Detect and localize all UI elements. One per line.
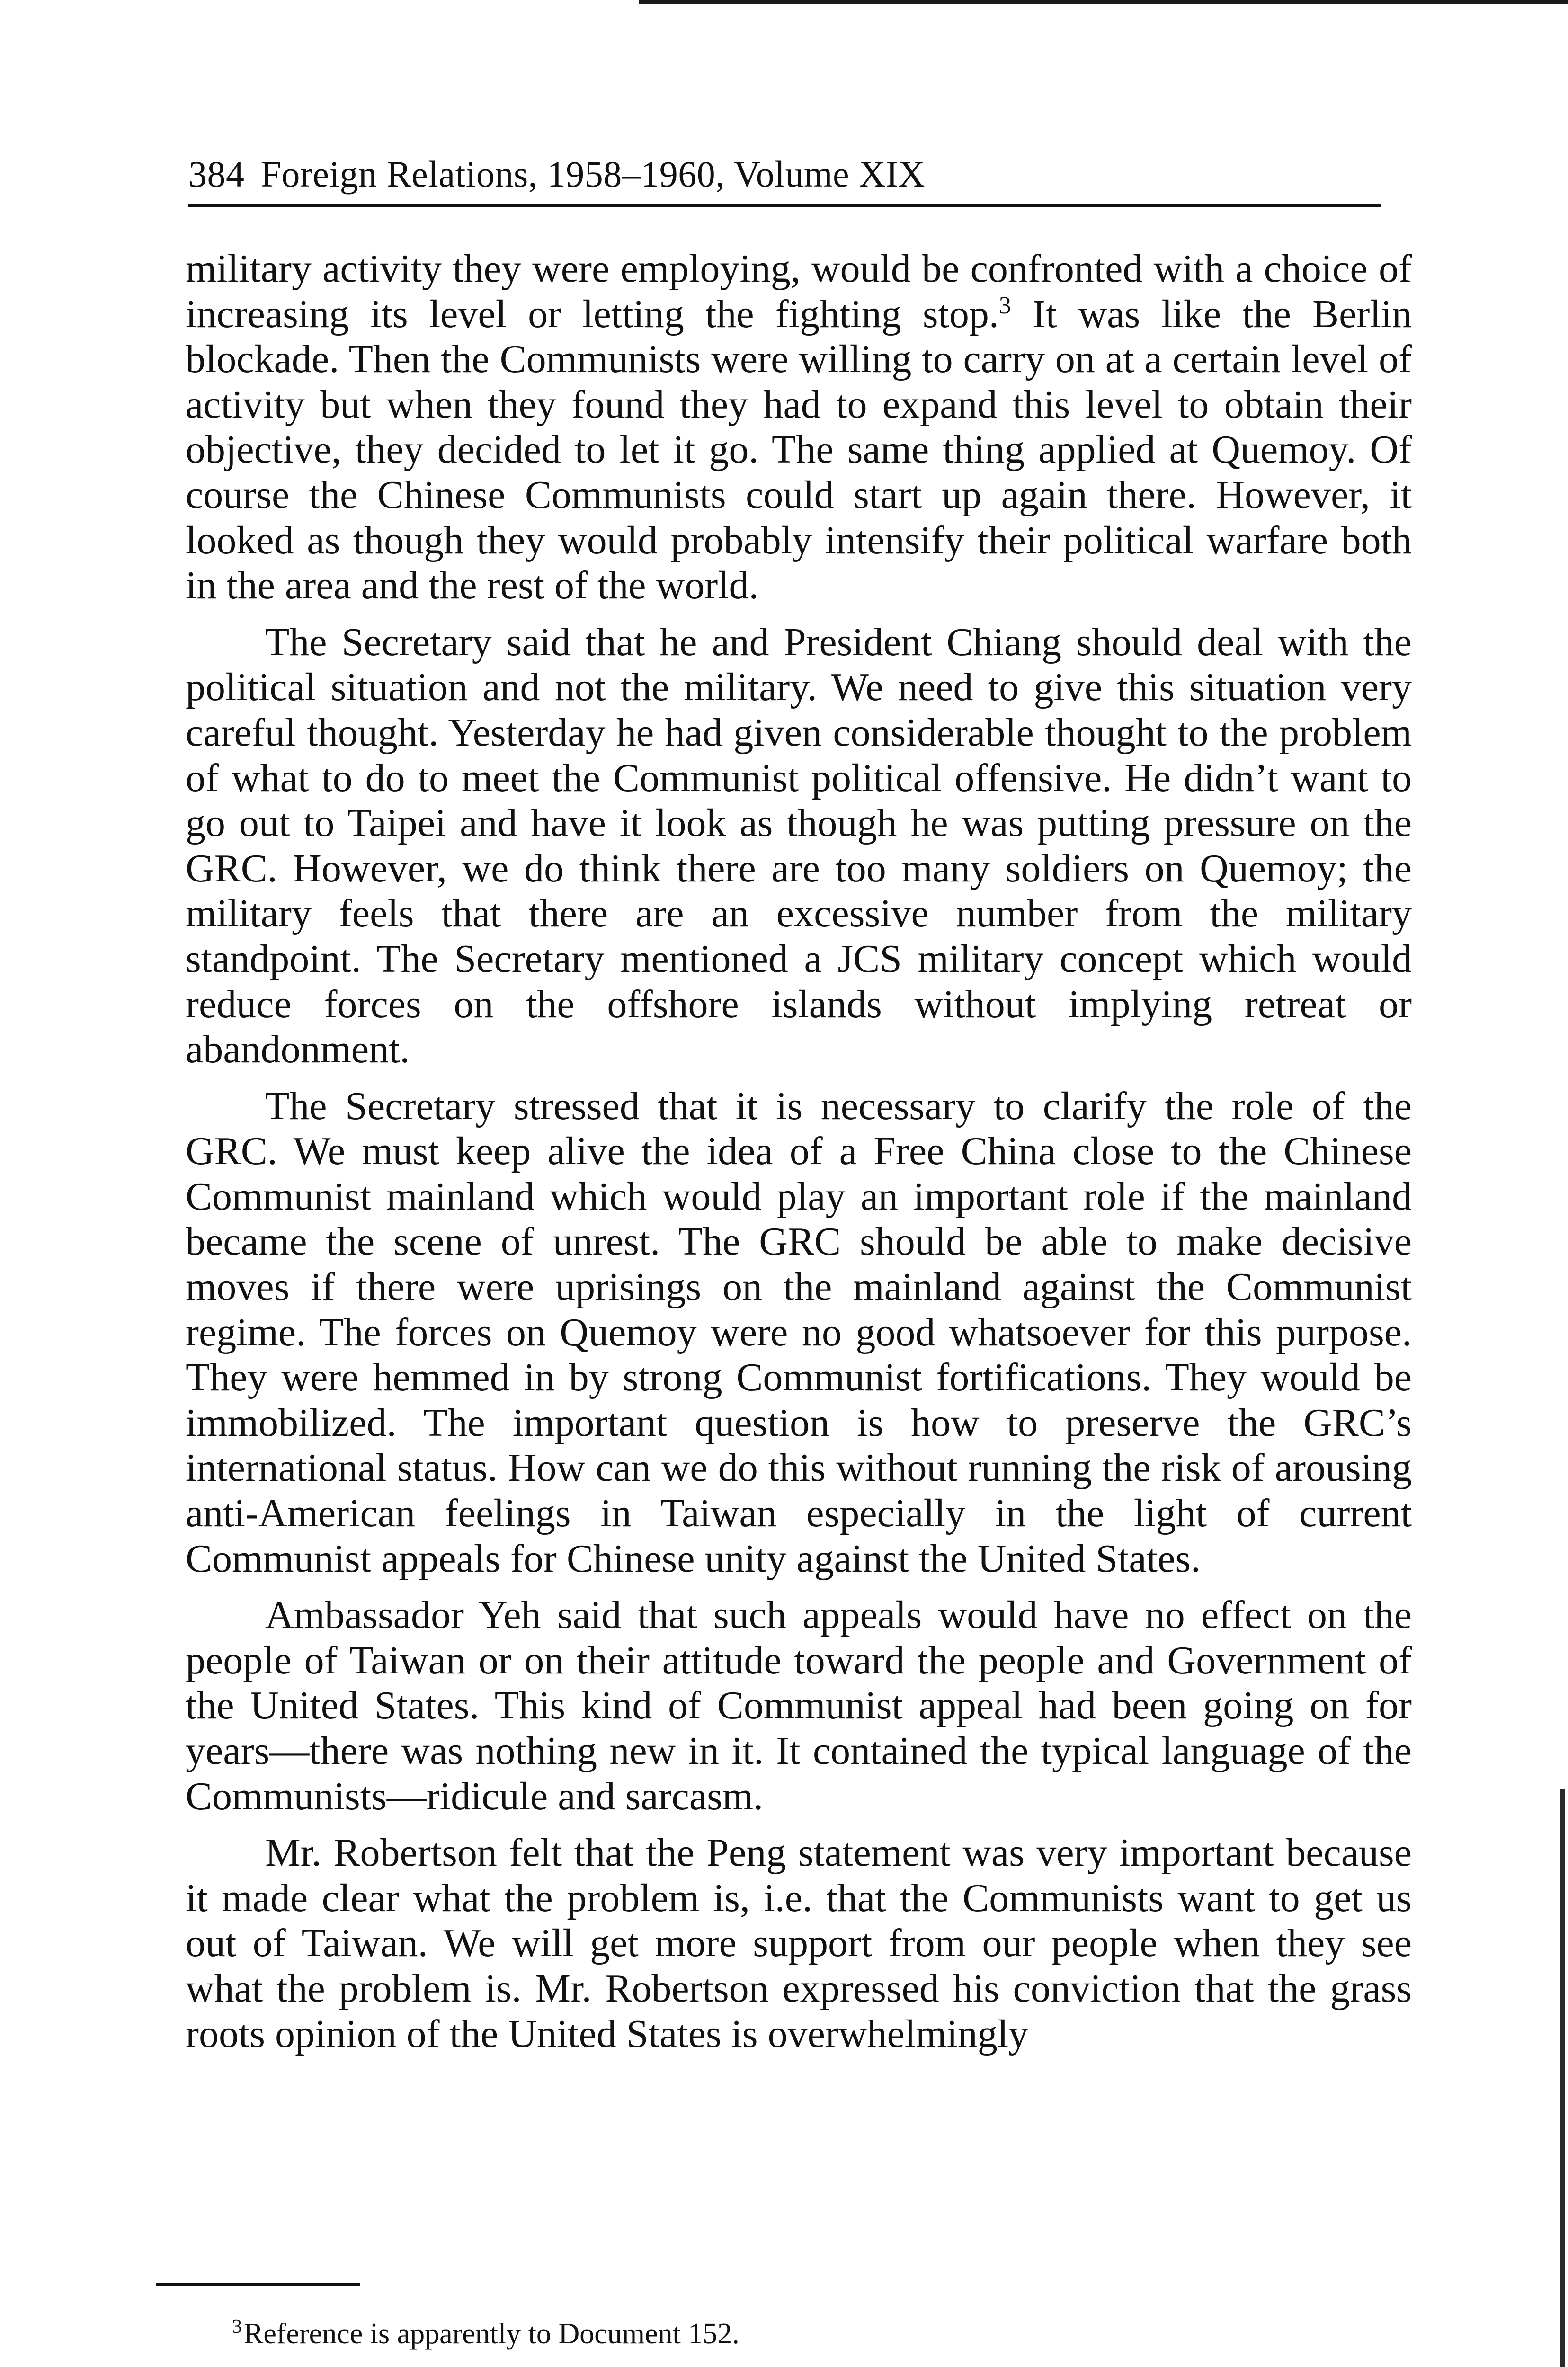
footnote: [232, 2315, 739, 2353]
paragraph-4: Ambassador Yeh said that such appeals would have no effect on the people of Taiwan or on their attitude toward the people and Government of the United States. This kind of Communist appeal had been going on for years—there was nothing new in it. It contained the typical language of the Communists—ridicule and sarcasm.: [186, 1593, 1412, 1818]
page-number: 384: [188, 153, 245, 195]
paragraph-1: [186, 246, 1412, 608]
paragraph-1-text-a: military activity they were employing, would be confronted with a choice of increasing its level or letting the fighting stop.: [186, 247, 1412, 336]
top-edge-scan-rule: [639, 0, 1568, 4]
paragraph-2: The Secretary said that he and President Chiang should deal with the political situation and not the military. We need to give this situation very careful thought. Yesterday he had given considerable thought to the problem of what to do to meet the Communist political offensive. He didn’t want to go out to Taipei and have it look as though he was putting pressure on the GRC. However, we do think there are too many soldiers on Quemoy; the military feels that there are an excessive number from the military standpoint. The Secretary mentioned a JCS military concept which would reduce forces on the offshore islands without implying retreat or abandonment.: [186, 620, 1412, 1072]
running-header-text: [188, 151, 1381, 198]
running-header-title: Foreign Relations, 1958–1960, Volume XIX: [260, 153, 926, 195]
footnote-text: Reference is apparently to Document 152.: [244, 2318, 739, 2350]
running-header: [188, 151, 1381, 204]
right-edge-scan-mark: [1560, 1789, 1565, 2367]
paragraph-1-text-b: It was like the Berlin blockade. Then the Communists were willing to carry on at a certain level of activity but when they found they had to expand this level to obtain their objective, they decided to let it go. The same thing applied at Quemoy. Of course the Chinese Communists could start up again there. However, it looked as though they would probably intensify their political warfare both in the area and the rest of the world.: [186, 292, 1412, 608]
footnote-reference: 3: [998, 292, 1011, 319]
footnote-rule: [156, 2283, 360, 2286]
header-rule: [188, 204, 1381, 207]
body-text: [186, 246, 1412, 2068]
footnote-marker: 3: [232, 2316, 242, 2338]
paragraph-5: Mr. Robertson felt that the Peng statement was very important because it made clear what the problem is, i.e. that the Communists want to get us out of Taiwan. We will get more support from our people when they see what the problem is. Mr. Robertson expressed his conviction that the grass roots opinion of the United States is overwhelmingly: [186, 1831, 1412, 2056]
paragraph-3: The Secretary stressed that it is necessary to clarify the role of the GRC. We must keep alive the idea of a Free China close to the Chinese Communist mainland which would play an important role if the mainland became the scene of unrest. The GRC should be able to make decisive moves if there were uprisings on the mainland against the Communist regime. The forces on Quemoy were no good whatsoever for this purpose. They were hemmed in by strong Communist fortifications. They would be immobilized. The important question is how to preserve the GRC’s international status. How can we do this without running the risk of arousing anti-American feelings in Taiwan especially in the light of current Communist appeals for Chinese unity against the United States.: [186, 1084, 1412, 1581]
